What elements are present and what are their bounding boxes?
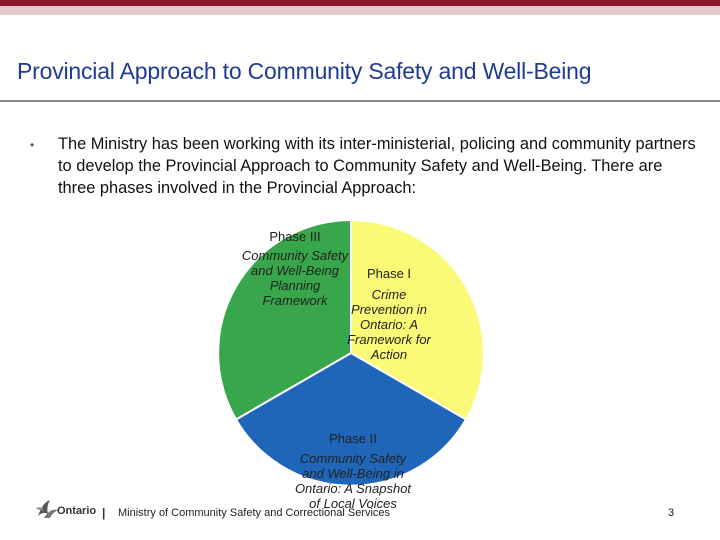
phase-iii-title: Phase III (269, 229, 321, 244)
phase-iii-description: Community Safety and Well-Being Planning Framework (241, 248, 349, 308)
phase-iii-label (240, 229, 350, 308)
page-number: 3 (668, 507, 675, 519)
phase-ii-title: Phase II (329, 431, 377, 446)
footer-ministry: Ministry of Community Safety and Correctional Services (118, 507, 391, 519)
bullet-text: The Ministry has been working with its inter-ministerial, policing and community partners to develop the Provincial Approach to Community Safety and Well-Being. There are three phases involved in the Provincial Approach: (58, 135, 696, 197)
phase-i-description: Crime Prevention in Ontario: A Framework for Action (347, 287, 431, 362)
ontario-logo-text: Ontario (57, 505, 97, 517)
slide-title: Provincial Approach to Community Safety and Well-Being (17, 58, 592, 84)
bullet-icon: • (30, 138, 35, 152)
phase-ii-description: Community Safety and Well-Being in Ontario: A Snapshot of Local Voices (294, 451, 412, 511)
phase-i-title: Phase I (366, 266, 412, 281)
phase-ii-label (290, 431, 416, 511)
footer-separator: | (102, 506, 106, 520)
phase-i-label (342, 266, 436, 362)
